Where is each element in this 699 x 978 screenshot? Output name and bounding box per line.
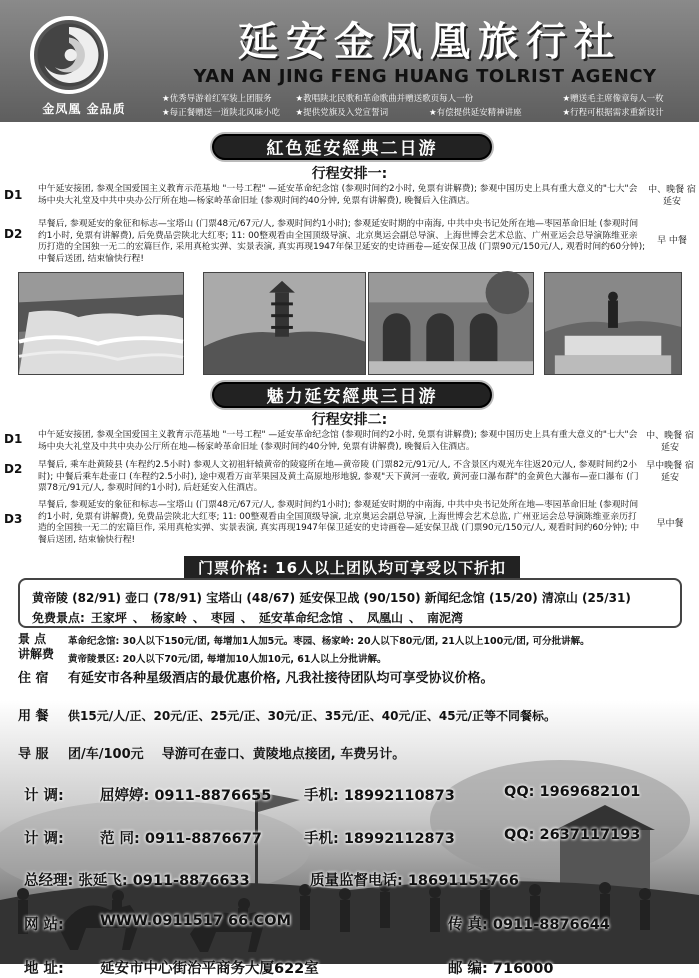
manager-phone: 总经理: 张延飞: 0911-8876633 [24, 873, 250, 889]
day-label: D1 [4, 432, 23, 446]
tour1-banner: 紅色延安經典二日游 [212, 134, 492, 160]
website-label: 网 站: [24, 917, 64, 933]
meal-row [18, 705, 688, 724]
meal-text: 供15元/人/正、20元/正、25元/正、30元/正、35元/正、40元/正、45元/正等不同餐标。 [68, 709, 556, 723]
contact-qq: QQ: 2637117193 [504, 827, 641, 843]
supervision-phone: 质量监督电话: 18691151766 [310, 873, 519, 889]
contact-phone: 范 同: 0911-8876677 [100, 831, 262, 847]
free-item: 王家坪 [90, 611, 127, 625]
tour1-subhead: 行程安排一: [311, 166, 388, 182]
day-meal: 中、晚餐 宿延安 [648, 185, 696, 207]
photo-strip [18, 272, 682, 375]
contact-role: 计 调: [24, 831, 64, 847]
guide-service-row [18, 743, 688, 762]
feature-list [162, 92, 692, 118]
day-label: D2 [4, 462, 23, 476]
meal-key: 用 餐 [18, 709, 49, 724]
feature-item: ★优秀导游着红军装上团服务 [162, 94, 272, 104]
feature-item: ★每正餐赠送一道陕北风味小吃 [162, 108, 281, 118]
guide-key: 导 服 [18, 747, 49, 762]
day-label: D1 [4, 188, 23, 202]
statue-photo [544, 272, 682, 375]
postcode: 邮 编: 716000 [448, 961, 554, 977]
free-item: 延安革命纪念馆 [258, 611, 343, 625]
contact-mobile: 手机: 18992110873 [304, 788, 455, 804]
feature-item: ★有偿提供延安精神讲座 [429, 108, 522, 118]
tour2-day [4, 500, 699, 552]
price-row: 黄帝陵 (82/91) 壶口 (78/91) 宝塔山 (48/67) 延安保卫战 (90/150) 新闻纪念馆 (15/20) 清凉山 (25/31) [32, 591, 631, 605]
agency-title: 延安金凤凰旅行社 [238, 18, 622, 65]
hotel-key: 住 宿 [18, 671, 49, 686]
tour2-day [4, 430, 699, 458]
day-meal: 早中餐 [656, 519, 684, 529]
day-meal: 中、晚餐 宿延安 [646, 431, 694, 453]
fax-number: 传 真: 0911-8876644 [448, 917, 610, 933]
free-item: 南泥湾 [426, 611, 463, 625]
feature-item: ★赠送毛主席像章每人一枚 [562, 94, 664, 104]
address-value: 延安市中心街治平商务大厦622室 [100, 961, 319, 977]
feature-item: ★行程可根据需求重新设计 [562, 108, 664, 118]
tour1-day [4, 184, 699, 216]
day-text: 早餐后, 参观延安的象征和标志—宝塔山 (门票48元/67元/人, 参观时间约1小时); 参观延安时期的中南海, 中共中央书记处所在地—枣园革命旧址 (参观时间约1小时, 免票有讲解费), 后免费品尝陕北大红枣; 11: 00整观看由全国顶级导演、北京奥运会副总导演、上海世博会艺术总监、广州亚运会总导演陈维亚亲历打造的全国独一无二的宏篇巨作, 采用真枪实弹、实景表演, 真实再现1947年保卫延安的史诗画卷—延安保卫战 (门票90元/150元/人, 观看时间约60分钟); 中餐后送团, 结束愉快行程! [38, 219, 646, 264]
day-label: D2 [4, 227, 23, 241]
guide-fee-key: 景 点 讲解费 [18, 632, 55, 661]
address-label: 地 址: [24, 961, 64, 977]
tour2-subhead: 行程安排二: [311, 412, 388, 428]
hotel-text: 有延安市各种星级酒店的最优惠价格, 凡我社接待团队均可享受协议价格。 [68, 671, 494, 686]
day-text: 中午延安接团, 参观全国爱国主义教育示范基地 "一号工程" —延安革命纪念馆 (参观时间约2小时, 免票有讲解费); 参观中国历史上具有重大意义的"七大"会场中央大礼堂及中共中央办公厅所在地—杨家岭革命旧址 (参观时间约40分钟, 免票有讲解费), 晚餐后入住酒店。 [38, 184, 638, 206]
guide-text: 团/车/100元 导游可在壶口、黄陵地点接团, 车费另计。 [68, 747, 406, 762]
swirl-logo-icon [30, 16, 108, 94]
contact-mobile: 手机: 18992112873 [304, 831, 455, 847]
free-label: 免费景点: [32, 611, 85, 625]
free-item: 凤凰山 [366, 611, 403, 625]
day-text: 早餐后, 参观延安的象征和标志—宝塔山 (门票48元/67元/人, 参观时间约1小时); 参观延安时期的中南海, 中共中央书记处所在地—枣园革命旧址 (参观时间约1小时, 免票有讲解费), 免费品尝陕北大红枣; 11: 00整观看由全国顶级导演, 北京奥运会副总导演, 上海世博会艺术总监, 广州亚运会总导演陈维亚亲历打造的全国独一无二的宏篇巨作, 采用真枪实弹、实景表演, 真实再现1947年保卫延安的史诗画卷—延安保卫战 (门票90元/150元/人, 观看时间约60分钟); 中餐后送团, 结束愉快行程! [38, 500, 640, 545]
feature-item: ★提供党旗及入党宣誓词 [295, 108, 389, 118]
cave-dwelling-photo [368, 272, 534, 375]
day-label: D3 [4, 512, 23, 526]
pagoda-photo [203, 272, 366, 375]
guide-fee-line: 黄帝陵景区: 20人以下70元/团, 每增加10人加10元, 61人以上分批讲解。 [68, 654, 387, 665]
website-row [24, 913, 684, 933]
contact-phone: 屈婷婷: 0911-8876655 [100, 788, 272, 804]
tour1-day [4, 219, 699, 269]
feature-item: ★教唱陕北民歌和革命歌曲并赠送歌页每人一份 [295, 94, 474, 104]
website-value[interactable]: WWW.0911517 66.COM [100, 913, 292, 929]
price-box [18, 578, 682, 628]
tour2-banner: 魅力延安經典三日游 [212, 382, 492, 408]
day-text: 早餐后, 乘车赴黄陵县 (车程约2.5小时) 参观人文初祖轩辕黄帝的陵寝所在地—黄帝陵 (门票82元/91元/人, 不含景区内观光车往返20元/人, 参观时间约2小时); 中餐后乘车赴壶口 (车程约2.5小时), 途中观看万亩苹果园及黄土高原地形地貌, 参观"天下黄河一壶收, 黄河壶口瀑布群"的金黄色大瀑布—壶口瀑布 (门票78元/91元/人, 参观时间约1小时), 后赶延安入住酒店。 [38, 460, 639, 493]
contact-row [24, 784, 684, 804]
free-item: 枣园 [210, 611, 235, 625]
tour2-day [4, 460, 699, 498]
guide-fee-line: 革命纪念馆: 30人以下150元/团, 每增加1人加5元。枣园、杨家岭: 20人以下80元/团, 21人以上100元/团, 可分批讲解。 [68, 636, 590, 647]
free-sights-row: 免费景点: 王家坪 、 杨家岭 、 枣园 、 延安革命纪念馆 、 凤凰山 、 南泥湾 [32, 608, 668, 628]
contact-row [24, 827, 684, 847]
contact-role: 计 调: [24, 788, 64, 804]
header [0, 0, 699, 122]
price-heading: 门票价格: 16人以上团队均可享受以下折扣 [184, 556, 520, 580]
day-text: 中午延安接团, 参观全国爱国主义教育示范基地 "一号工程" —延安革命纪念馆 (参观时间约2小时, 免票有讲解费); 参观中国历史上具有重大意义的"七大"会场中央大礼堂及中共中央办公厅所在地—杨家岭革命旧址 (参观时间约40分钟, 免票有讲解费), 晚餐后入住酒店。 [38, 430, 638, 452]
hotel-row [18, 667, 688, 686]
day-meal: 早中晚餐 宿延安 [646, 461, 694, 483]
free-item: 杨家岭 [150, 611, 187, 625]
agency-title-en: YAN AN JING FENG HUANG TOLRIST AGENCY [193, 66, 657, 87]
manager-row [24, 869, 684, 889]
waterfall-photo [18, 272, 184, 375]
contact-qq: QQ: 1969682101 [504, 784, 641, 800]
address-row [24, 957, 684, 977]
day-meal: 早 中餐 [657, 236, 687, 246]
slogan: 金凤凰 金品质 [42, 102, 126, 116]
